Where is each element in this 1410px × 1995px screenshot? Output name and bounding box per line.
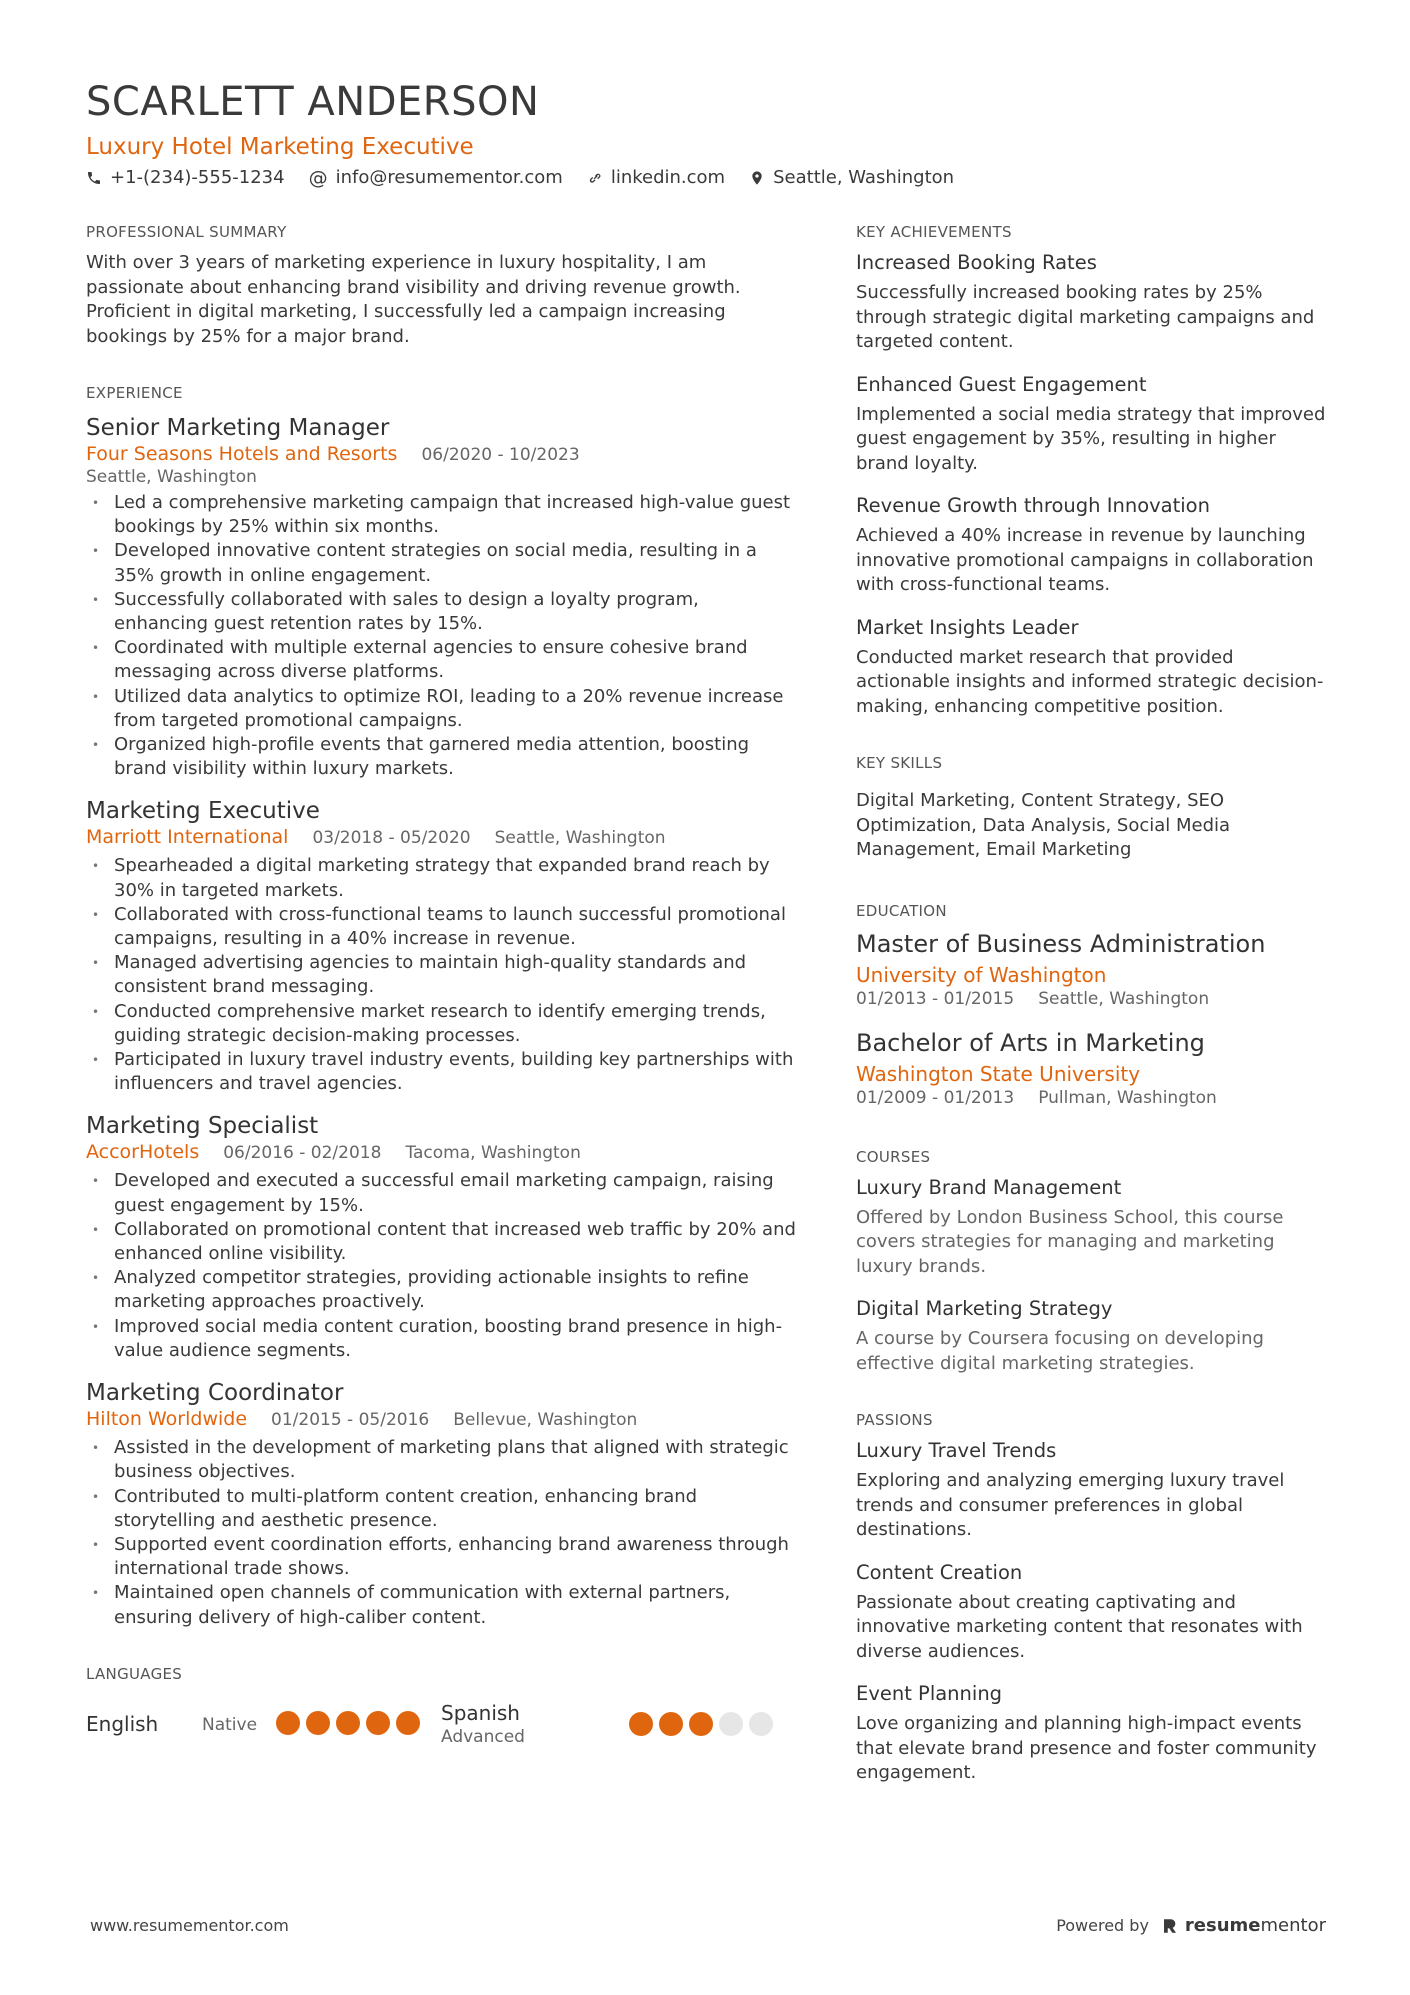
passion-title: Event Planning: [856, 1682, 1003, 1705]
job-bullets: [86, 1169, 796, 1363]
job-title: Marketing Coordinator: [86, 1380, 344, 1407]
job-bullet: • Led a comprehensive marketing campaign that increased high-value guest bookings by 25% within six months.: [86, 491, 796, 539]
job-meta: [86, 1140, 796, 1165]
job-entry: [86, 1379, 796, 1630]
passion-title: Luxury Travel Trends: [856, 1439, 1057, 1462]
passion-text: Passionate about creating captivating and innovative marketing content that resonates with diverse audiences.: [856, 1591, 1303, 1662]
language-spanish: [441, 1700, 796, 1748]
job-bullet: • Participated in luxury travel industry events, building key partnerships with influencers and travel agencies.: [86, 1048, 796, 1096]
achievements-heading: KEY ACHIEVEMENTS: [856, 223, 1012, 241]
page-footer: [90, 1915, 1326, 1936]
education-meta: [856, 988, 1326, 1010]
summary-heading: PROFESSIONAL SUMMARY: [86, 223, 287, 241]
education-degree: Bachelor of Arts in Marketing: [856, 1028, 1205, 1057]
job-location: Tacoma, Washington: [405, 1143, 581, 1164]
job-bullets: [86, 854, 796, 1096]
job-bullet: • Collaborated on promotional content that increased web traffic by 20% and enhanced online visibility.: [86, 1218, 796, 1266]
education-section: [856, 901, 1326, 1109]
job-company: AccorHotels: [86, 1141, 200, 1164]
phone-icon: [86, 170, 102, 186]
language-rating: [629, 1700, 773, 1736]
footer-website[interactable]: www.resumementor.com: [90, 1916, 289, 1935]
achievement-title: Revenue Growth through Innovation: [856, 494, 1210, 517]
contact-email[interactable]: [309, 165, 563, 191]
languages-row: [86, 1700, 796, 1748]
link-icon: [587, 170, 603, 186]
job-dates: 06/2020 - 10/2023: [421, 445, 580, 465]
achievement-item: [856, 493, 1326, 598]
experience-heading: EXPERIENCE: [86, 384, 183, 402]
rating-dot-empty: [719, 1712, 743, 1736]
job-dates: 01/2015 - 05/2016: [271, 1410, 430, 1431]
job-company: Hilton Worldwide: [86, 1408, 248, 1431]
passions-heading: PASSIONS: [856, 1411, 933, 1429]
job-title: Marketing Executive: [86, 798, 320, 825]
left-column: [86, 222, 796, 1748]
rating-dot-filled: [689, 1712, 713, 1736]
rating-dot-filled: [659, 1712, 683, 1736]
achievements-section: [856, 222, 1326, 719]
achievement-text: Conducted market research that provided actionable insights and informed strategic decision-making, enhancing competitive position.: [856, 646, 1324, 717]
job-bullet: • Coordinated with multiple external agencies to ensure cohesive brand messaging across diverse platforms.: [86, 636, 796, 684]
language-name: Spanish: [441, 1700, 520, 1725]
contact-bar: [86, 165, 1336, 191]
job-location: Bellevue, Washington: [453, 1410, 638, 1431]
education-school: Washington State University: [856, 1061, 1141, 1086]
resumementor-logo-icon: [1161, 1917, 1179, 1935]
education-dates: 01/2009 - 01/2013: [856, 1087, 1015, 1108]
contact-location: [749, 165, 954, 191]
education-item: [856, 929, 1326, 1010]
brand-name: [1185, 1915, 1326, 1936]
job-location: Seattle, Washington: [86, 467, 257, 487]
job-entry: [86, 414, 796, 781]
achievement-title: Market Insights Leader: [856, 615, 1079, 639]
job-company: Four Seasons Hotels and Resorts: [86, 443, 398, 465]
brand-bold: resume: [1184, 1915, 1261, 1936]
language-rating: [276, 1711, 420, 1735]
rating-dot-filled: [366, 1711, 390, 1735]
job-title: Marketing Specialist: [86, 1113, 319, 1140]
email-text: info@resumementor.com: [335, 167, 563, 188]
languages-section: [86, 1664, 796, 1748]
resume-page: [86, 74, 1336, 1783]
rating-dot-filled: [629, 1712, 653, 1736]
rating-dot-filled: [276, 1711, 300, 1735]
courses-heading: COURSES: [856, 1147, 931, 1166]
job-bullet: • Collaborated with cross-functional teams to launch successful promotional campaigns, resulting in a 40% increase in revenue.: [86, 903, 796, 951]
rating-dot-filled: [336, 1711, 360, 1735]
achievement-title: Enhanced Guest Engagement: [856, 372, 1147, 396]
skills-section: [856, 753, 1326, 863]
job-meta: [86, 1407, 796, 1432]
linkedin-text: linkedin.com: [610, 167, 726, 188]
education-dates: 01/2013 - 01/2015: [856, 988, 1015, 1009]
job-bullet: • Assisted in the development of marketing plans that aligned with strategic business objectives.: [86, 1436, 796, 1484]
rating-dot-filled: [396, 1711, 420, 1735]
job-dates: 03/2018 - 05/2020: [312, 828, 471, 849]
job-meta: [86, 442, 796, 467]
education-school: University of Washington: [856, 962, 1107, 987]
phone-text: +1-(234)-555-1234: [110, 167, 285, 188]
content-columns: [86, 222, 1336, 1783]
course-text: A course by Coursera focusing on developing effective digital marketing strategies.: [856, 1328, 1264, 1374]
language-level: Advanced: [441, 1726, 525, 1747]
course-text: Offered by London Business School, this course covers strategies for managing and marketing luxury brands.: [856, 1206, 1284, 1277]
job-bullet: • Supported event coordination efforts, enhancing brand awareness through international trade shows.: [86, 1533, 796, 1581]
education-location: Seattle, Washington: [1038, 988, 1210, 1009]
summary-text: With over 3 years of marketing experience in luxury hospitality, I am passionate about enhancing brand visibility and driving revenue growth. Proficient in digital marketing, I successfully led a campaign increasing bookings by 25% for a major brand.: [86, 252, 741, 347]
job-bullet: • Developed innovative content strategies on social media, resulting in a 35% growth in online engagement.: [86, 539, 796, 587]
job-bullet: • Organized high-profile events that garnered media attention, boosting brand visibility within luxury markets.: [86, 733, 796, 781]
achievement-item: [856, 372, 1326, 477]
contact-phone: [86, 165, 285, 191]
job-bullet: • Managed advertising agencies to maintain high-quality standards and consistent brand messaging.: [86, 951, 796, 999]
job-company: Marriott International: [86, 826, 289, 849]
course-title: Digital Marketing Strategy: [856, 1297, 1113, 1320]
job-entry: [86, 1112, 796, 1363]
job-title: Senior Marketing Manager: [86, 415, 390, 441]
candidate-name: SCARLETT ANDERSON: [86, 79, 540, 125]
language-label-group: [441, 1700, 629, 1748]
job-bullet: • Improved social media content curation, boosting brand presence in high-value audience segments.: [86, 1315, 796, 1363]
language-name: English: [86, 1711, 159, 1736]
job-bullet: • Contributed to multi-platform content creation, enhancing brand storytelling and aesthetic presence.: [86, 1485, 796, 1533]
language-level: Native: [202, 1714, 258, 1735]
passion-item: [856, 1438, 1326, 1543]
education-heading: EDUCATION: [856, 901, 947, 920]
job-location: Seattle, Washington: [494, 828, 666, 849]
skills-heading: KEY SKILLS: [856, 754, 943, 772]
passion-title: Content Creation: [856, 1560, 1023, 1584]
at-icon: @: [308, 167, 328, 189]
course-title: Luxury Brand Management: [856, 1175, 1122, 1199]
job-bullet: • Developed and executed a successful email marketing campaign, raising guest engagement by 15%.: [86, 1169, 796, 1217]
achievement-text: Successfully increased booking rates by 25% through strategic digital marketing campaigns and targeted content.: [856, 282, 1315, 352]
location-pin-icon: [749, 170, 765, 186]
experience-section: [86, 383, 796, 1630]
brand-rest: mentor: [1260, 1915, 1326, 1936]
achievement-text: Implemented a social media strategy that improved guest engagement by 35%, resulting in higher brand loyalty.: [856, 403, 1326, 474]
powered-by: [1056, 1915, 1326, 1936]
passion-text: Love organizing and planning high-impact events that elevate brand presence and foster community engagement.: [856, 1713, 1317, 1783]
courses-section: [856, 1147, 1326, 1377]
job-bullet: • Successfully collaborated with sales to design a loyalty program, enhancing guest retention rates by 15%.: [86, 588, 796, 636]
job-bullet: • Maintained open channels of communication with external partners, ensuring delivery of high-caliber content.: [86, 1581, 796, 1629]
skills-text: Digital Marketing, Content Strategy, SEO Optimization, Data Analysis, Social Media Management, Email Marketing: [856, 790, 1231, 860]
achievement-text: Achieved a 40% increase in revenue by launching innovative promotional campaigns in collaboration with cross-functional teams.: [856, 525, 1314, 595]
candidate-title: Luxury Hotel Marketing Executive: [86, 134, 474, 160]
summary-section: [86, 222, 796, 349]
languages-heading: LANGUAGES: [86, 1664, 183, 1683]
job-bullets: [86, 491, 796, 781]
job-meta: [86, 825, 796, 850]
education-meta: [856, 1087, 1326, 1109]
contact-linkedin[interactable]: [587, 165, 725, 191]
achievement-item: [856, 250, 1326, 355]
language-english: [86, 1711, 441, 1737]
passion-text: Exploring and analyzing emerging luxury travel trends and consumer preferences in global destinations.: [856, 1470, 1285, 1540]
achievement-item: [856, 615, 1326, 720]
powered-by-label: Powered by: [1056, 1916, 1149, 1935]
job-entry: [86, 797, 796, 1096]
brand-logo[interactable]: [1161, 1915, 1326, 1936]
achievement-title: Increased Booking Rates: [856, 251, 1097, 274]
right-column: [856, 222, 1326, 1786]
job-bullets: [86, 1436, 796, 1630]
rating-dot-filled: [306, 1711, 330, 1735]
job-bullet: • Conducted comprehensive market research to identify emerging trends, guiding strategic decision-making processes.: [86, 1000, 796, 1048]
rating-dot-empty: [749, 1712, 773, 1736]
course-item: [856, 1296, 1326, 1376]
course-item: [856, 1175, 1326, 1280]
passion-item: [856, 1681, 1326, 1786]
education-location: Pullman, Washington: [1038, 1087, 1217, 1108]
job-bullet: • Utilized data analytics to optimize ROI, leading to a 20% revenue increase from targeted promotional campaigns.: [86, 685, 796, 733]
passion-item: [856, 1560, 1326, 1665]
job-dates: 06/2016 - 02/2018: [223, 1143, 382, 1164]
job-bullet: • Spearheaded a digital marketing strategy that expanded brand reach by 30% in targeted markets.: [86, 854, 796, 902]
job-bullet: • Analyzed competitor strategies, providing actionable insights to refine marketing approaches proactively.: [86, 1266, 796, 1314]
education-item: [856, 1028, 1326, 1109]
education-degree: Master of Business Administration: [856, 929, 1266, 958]
passions-section: [856, 1410, 1326, 1786]
location-text: Seattle, Washington: [773, 167, 955, 188]
